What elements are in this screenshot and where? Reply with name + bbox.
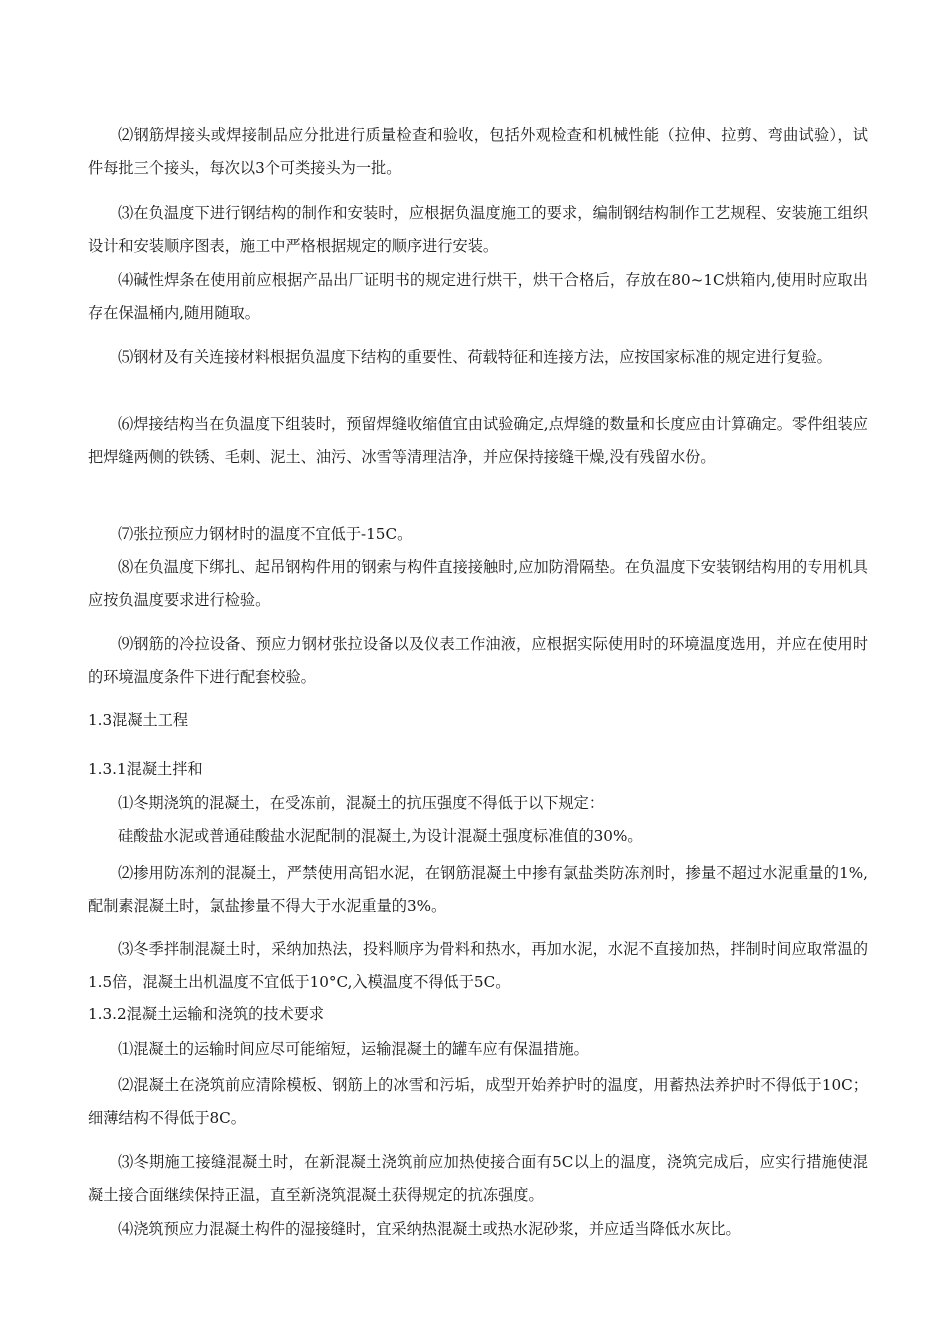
section-heading-concrete-works: 1.3混凝土工程 xyxy=(88,711,189,729)
paragraph-formwork-cleaning: ⑵混凝土在浇筑前应清除模板、钢筋上的冰雪和污垢，成型开始养护时的温度，用蓄热法养护时不得低于10C；细薄结构不得低于8C。 xyxy=(88,1076,868,1127)
subsection-heading-concrete-mixing: 1.3.1混凝土拌和 xyxy=(88,760,203,778)
paragraph-construction-joints: ⑶冬期施工接缝混凝土时，在新混凝土浇筑前应加热使接合面有5C以上的温度，浇筑完成后，应实行措施使混凝土接合面继续保持正温，直至新浇筑混凝土获得规定的抗冻强度。 xyxy=(88,1153,868,1204)
paragraph-freeze-strength: ⑴冬期浇筑的混凝土，在受冻前，混凝土的抗压强度不得低于以下规定： xyxy=(118,794,604,812)
paragraph-steel-structure-fabrication: ⑶在负温度下进行钢结构的制作和安装时，应根据负温度施工的要求，编制钢结构制作工艺规程、安装施工组织设计和安装顺序图表，施工中严格根据规定的顺序进行安装。 xyxy=(88,204,868,255)
paragraph-prestress-temperature: ⑺张拉预应力钢材时的温度不宜低于-15C。 xyxy=(118,525,413,543)
paragraph-electrode-drying: ⑷碱性焊条在使用前应根据产品出厂证明书的规定进行烘干，烘干合格后，存放在80~1C烘箱内,使用时应取出存在保温桶内,随用随取。 xyxy=(88,271,868,322)
paragraph-material-recheck: ⑸钢材及有关连接材料根据负温度下结构的重要性、荷载特征和连接方法，应按国家标准的规定进行复验。 xyxy=(118,348,832,366)
paragraph-antifreeze-admixture: ⑵掺用防冻剂的混凝土，严禁使用高铝水泥，在钢筋混凝土中掺有氯盐类防冻剂时，掺量不超过水泥重量的1%,配制素混凝土时，氯盐掺量不得大于水泥重量的3%。 xyxy=(88,864,868,915)
paragraph-welded-assembly: ⑹焊接结构当在负温度下组装时，预留焊缝收缩值宜由试验确定,点焊缝的数量和长度应由计算确定。零件组装应把焊缝两侧的铁锈、毛刺、泥土、油污、冰雪等清理洁净，并应保持接缝干燥,没有残留水份。 xyxy=(88,415,868,466)
paragraph-transport-time: ⑴混凝土的运输时间应尽可能缩短，运输混凝土的罐车应有保温措施。 xyxy=(118,1040,589,1058)
paragraph-portland-cement: 硅酸盐水泥或普通硅酸盐水泥配制的混凝土,为设计混凝土强度标准值的30%。 xyxy=(118,827,643,845)
paragraph-lifting-cables: ⑻在负温度下绑扎、起吊钢构件用的钢索与构件直接接触时,应加防滑隔垫。在负温度下安装钢结构用的专用机具应按负温度要求进行检验。 xyxy=(88,558,868,609)
paragraph-welded-joints: ⑵钢筋焊接头或焊接制品应分批进行质量检查和验收，包括外观检查和机械性能（拉伸、拉剪、弯曲试验），试件每批三个接头，每次以3个可类接头为一批。 xyxy=(88,126,868,177)
paragraph-equipment-calibration: ⑼钢筋的冷拉设备、预应力钢材张拉设备以及仪表工作油液，应根据实际使用时的环境温度选用，并应在使用时的环境温度条件下进行配套校验。 xyxy=(88,635,868,686)
subsection-heading-transport-pouring: 1.3.2混凝土运输和浇筑的技术要求 xyxy=(88,1005,325,1023)
paragraph-winter-mixing: ⑶冬季拌制混凝土时，采纳加热法，投料顺序为骨料和热水，再加水泥，水泥不直接加热，拌制时间应取常温的1.5倍，混凝土出机温度不宜低于10°C,入模温度不得低于5C。 xyxy=(88,940,868,991)
paragraph-wet-joints: ⑷浇筑预应力混凝土构件的湿接缝时，宜采纳热混凝土或热水泥砂浆，并应适当降低水灰比。 xyxy=(118,1220,741,1238)
